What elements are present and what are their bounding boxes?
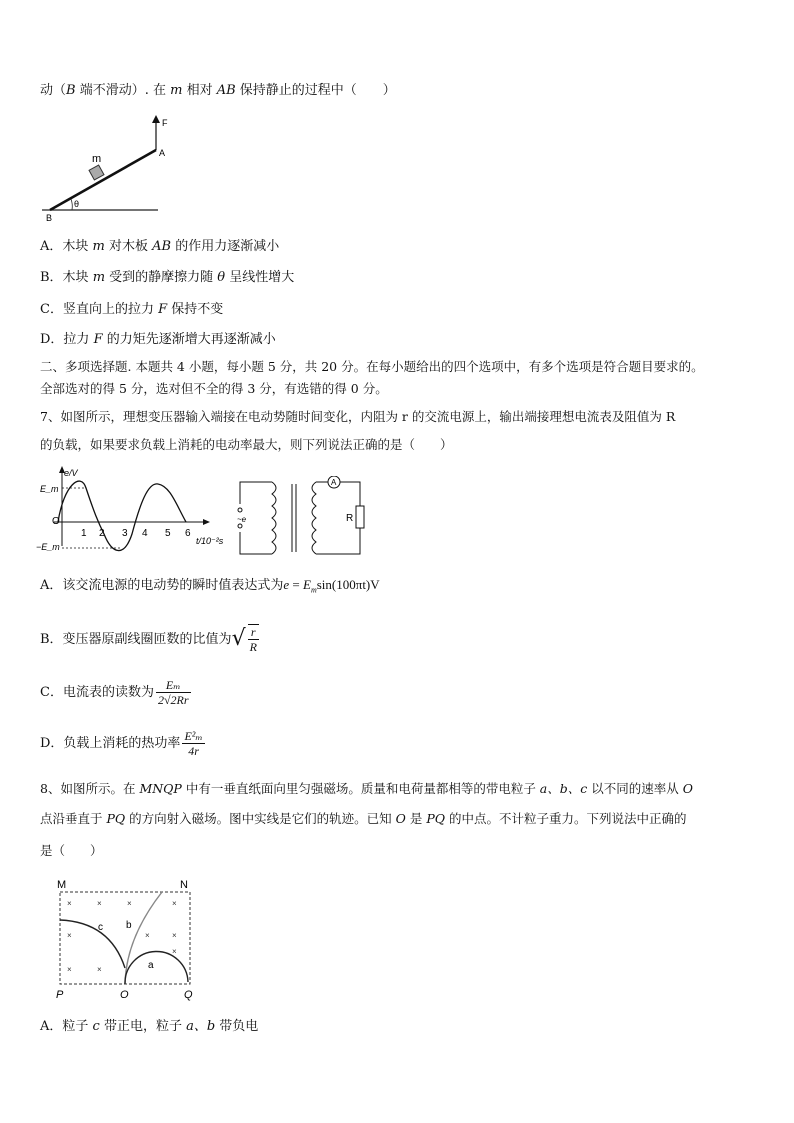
q7-option-a	[40, 576, 380, 600]
section-instructions: 全部选对的得 5 分，选对但不全的得 3 分，有选错的得 0 分。	[40, 381, 388, 396]
text: C．电流表的读数为	[40, 685, 154, 700]
var-B: B	[66, 83, 76, 98]
text: 保持静止的过程中（ ）	[235, 83, 396, 98]
text: D．拉力	[40, 332, 94, 347]
var: O	[682, 781, 693, 796]
text: 是	[405, 811, 427, 826]
var: a、b	[186, 1019, 216, 1034]
cross-mark: ×	[172, 899, 177, 908]
var: PQ	[106, 811, 126, 826]
label-A: A	[159, 148, 166, 158]
text: 带负电	[215, 1019, 259, 1034]
cross-mark: ×	[145, 931, 150, 940]
q7-option-c	[40, 676, 191, 710]
q7-option-b	[40, 622, 259, 657]
axis-label-y: e/V	[64, 468, 78, 478]
numerator: Eₘ	[156, 678, 191, 693]
q7-option-d	[40, 726, 205, 762]
text: 端不滑动）. 在	[75, 83, 171, 98]
incline-figure	[38, 112, 168, 224]
text: A．木块	[40, 239, 93, 254]
subscript: m	[310, 585, 317, 595]
var: e	[283, 577, 290, 592]
numerator: r	[248, 625, 259, 640]
q6-option-c	[40, 301, 223, 319]
text: =	[289, 577, 304, 592]
text: 8、如图所示。在	[40, 781, 140, 796]
text: A．该交流电源的电动势的瞬时值表达式为	[40, 578, 284, 593]
text: sin	[316, 577, 332, 592]
cross-mark: ×	[67, 965, 72, 974]
var: c	[92, 1019, 100, 1034]
text: B．变压器原副线圈匝数的比值为	[40, 631, 232, 647]
q8-option-a	[40, 1018, 258, 1036]
text: 相对	[182, 83, 217, 98]
emf-time-graph	[36, 464, 236, 556]
var: m	[92, 239, 105, 254]
denominator: 2√2Rr	[157, 693, 189, 707]
var: MNQP	[139, 781, 182, 796]
var: m	[92, 270, 106, 285]
tick-3: 3	[122, 528, 128, 539]
cross-mark: ×	[127, 899, 132, 908]
text: A．粒子	[40, 1019, 93, 1034]
label-O: O	[120, 989, 129, 1001]
q6-option-b	[40, 269, 294, 287]
section-heading: 二、多项选择题. 本题共 4 小题，每小题 5 分，共 20 分。在每小题给出的四个选项中，有多个选项是符合题目要求的。	[40, 359, 704, 374]
var: θ	[217, 270, 226, 285]
cross-mark: ×	[67, 931, 72, 940]
q7-stem-line1: 7、如图所示，理想变压器输入端接在电动势随时间变化，内阻为 r 的交流电源上，输出端接理想电流表及阻值为 R	[40, 409, 676, 424]
q8-stem-line1	[40, 780, 693, 798]
label-N: N	[180, 879, 188, 891]
text: 保持不变	[167, 302, 224, 317]
cross-mark: ×	[172, 947, 177, 956]
label-Em: E_m	[40, 484, 59, 494]
text: D．负载上消耗的热功率	[40, 736, 181, 751]
denominator: 4r	[188, 744, 199, 758]
var-m: m	[170, 83, 183, 98]
text: 点沿垂直于	[40, 811, 107, 826]
text: 的力矩先逐渐增大再逐渐减小	[102, 332, 276, 347]
sqrt-fraction: √ $\frac{r}{R}$	[231, 625, 257, 654]
source-label: ~e	[237, 515, 247, 524]
q6-stem-tail	[40, 82, 396, 100]
resistor-label: R	[346, 513, 354, 524]
var: E	[303, 577, 311, 592]
label-negEm: −E_m	[36, 542, 60, 552]
cross-mark: ×	[67, 899, 72, 908]
q6-option-d	[40, 331, 276, 349]
label-theta: θ	[74, 199, 80, 209]
tick-6: 6	[185, 528, 191, 539]
text: 的中点。不计粒子重力。下列说法中正确的	[444, 811, 687, 826]
cross-mark: ×	[97, 899, 102, 908]
text: 对木板	[104, 239, 153, 254]
var: F	[158, 302, 168, 317]
text: 中有一垂直纸面向里匀强磁场。质量和电荷量都相等的带电粒子	[181, 781, 540, 796]
label-F: F	[162, 118, 168, 128]
var: a、b、c	[539, 781, 588, 796]
axis-label-x: t/10⁻²s	[196, 536, 224, 546]
tick-1: 1	[81, 528, 87, 539]
text: 动（	[40, 83, 67, 98]
cross-mark: ×	[172, 931, 177, 940]
label-b: b	[126, 920, 132, 931]
text: 受到的静摩擦力随	[105, 270, 218, 285]
transformer-circuit	[236, 476, 372, 560]
denominator: R	[249, 640, 257, 654]
q8-stem-line3: 是（ ）	[40, 843, 103, 858]
label-c: c	[98, 922, 103, 933]
text: (100πt)	[331, 577, 371, 592]
fraction	[156, 678, 191, 707]
var: PQ	[426, 811, 445, 826]
label-origin: O	[52, 516, 60, 527]
label-m: m	[92, 153, 102, 165]
label-B: B	[46, 213, 53, 223]
text: 带正电，粒子	[99, 1019, 187, 1034]
fraction	[182, 729, 204, 758]
text: 的作用力逐渐减小	[171, 239, 280, 254]
label-Q: Q	[184, 989, 193, 1001]
text: B．木块	[40, 270, 93, 285]
tick-2: 2	[99, 528, 105, 539]
var: AB	[152, 239, 172, 254]
cross-mark: ×	[97, 965, 102, 974]
numerator: E²ₘ	[184, 729, 203, 743]
q6-option-a	[40, 238, 279, 256]
ammeter-label: A	[331, 478, 337, 487]
text: 的方向射入磁场。图中实线是它们的轨迹。已知	[125, 811, 396, 826]
q8-stem-line2	[40, 810, 686, 828]
label-M: M	[57, 879, 67, 891]
text: 呈线性增大	[225, 270, 295, 285]
unit: V	[370, 577, 380, 592]
var-AB: AB	[216, 83, 236, 98]
tick-5: 5	[165, 528, 171, 539]
var: F	[93, 332, 103, 347]
text: 以不同的速率从	[587, 781, 683, 796]
magnetic-field-figure	[50, 878, 200, 1004]
label-P: P	[56, 989, 64, 1001]
q7-stem-line2: 的负载，如果要求负载上消耗的电动率最大，则下列说法正确的是（ ）	[40, 437, 453, 452]
text: C．竖直向上的拉力	[40, 302, 159, 317]
tick-4: 4	[142, 528, 148, 539]
var: O	[395, 811, 406, 826]
label-a: a	[148, 960, 154, 971]
